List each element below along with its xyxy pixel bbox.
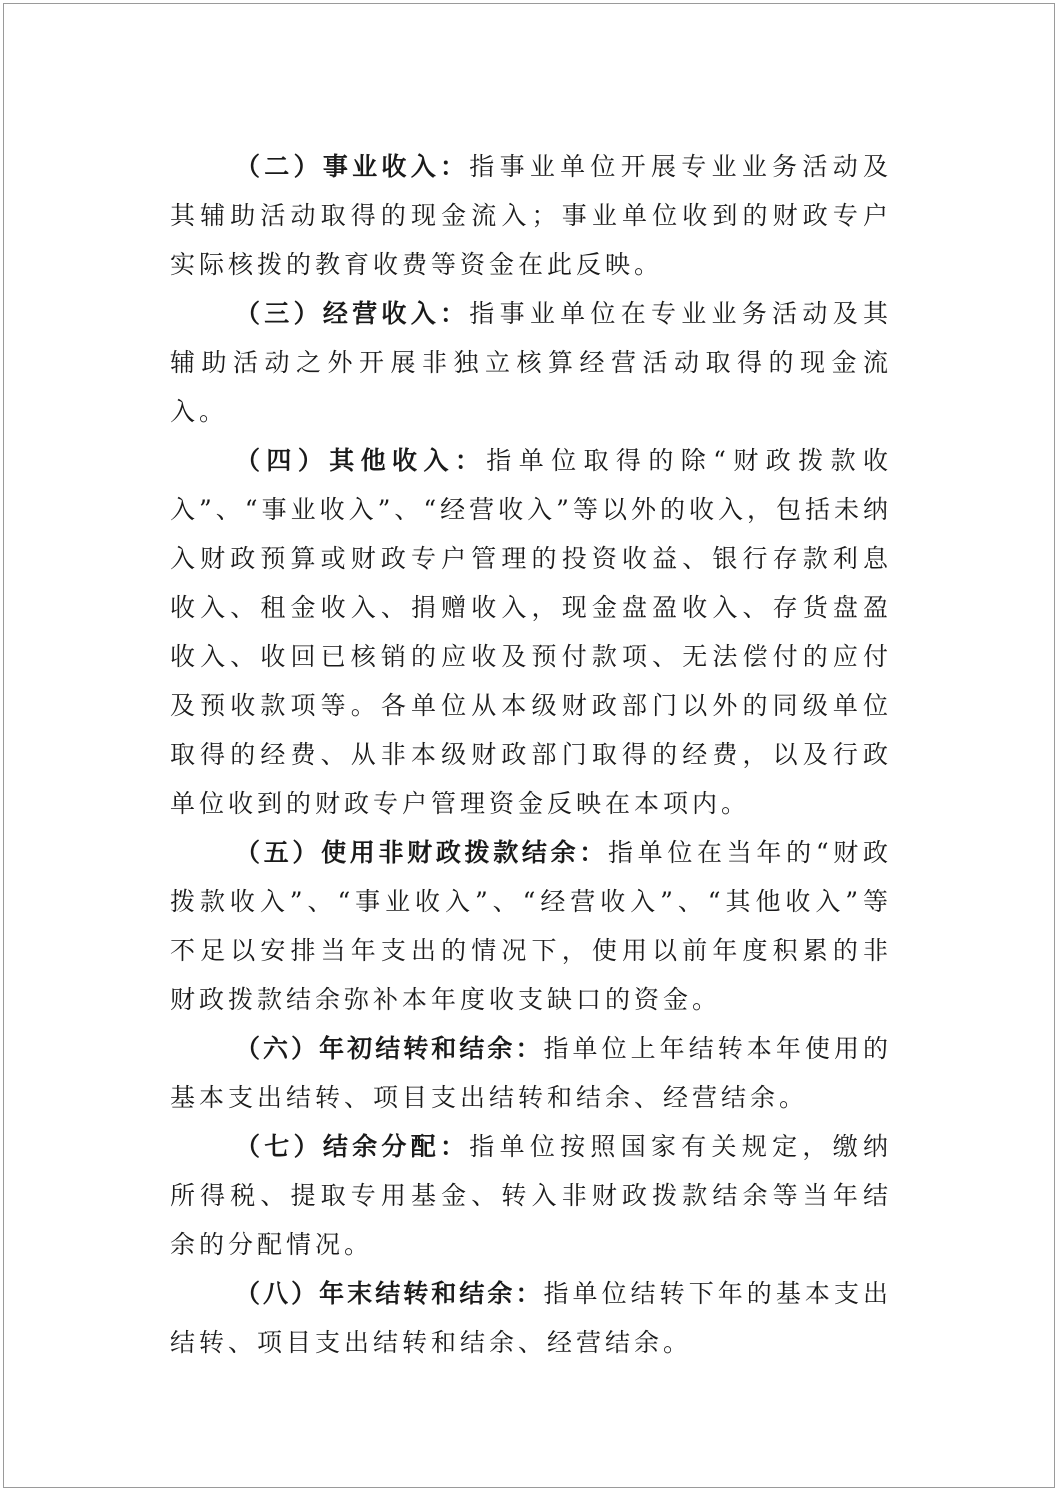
text-use-non-fiscal-balance: 指单位在当年的“财政拨款收入”、“事业收入”、“经营收入”、“其他收入”等不足以安排当年支出的情况下，使用以前年度积累的非财政拨款结余弥补本年度收支缺口的资金。 [170, 838, 892, 1014]
heading-operating-income: （三）经营收入： [235, 299, 470, 328]
text-business-income: 指事业单位开展专业业务活动及其辅助活动取得的现金流入；事业单位收到的财政专户实际核拨的教育收费等资金在此反映。 [170, 152, 892, 279]
text-opening-carryover: 指单位上年结转本年使用的基本支出结转、项目支出结转和结余、经营结余。 [170, 1034, 892, 1112]
paragraph-operating-income [170, 289, 892, 436]
paragraph-business-income [170, 142, 892, 289]
text-closing-carryover: 指单位结转下年的基本支出结转、项目支出结转和结余、经营结余。 [170, 1279, 892, 1357]
paragraph-other-income [170, 436, 892, 828]
heading-surplus-distribution: （七）结余分配： [235, 1132, 470, 1161]
heading-closing-carryover: （八）年末结转和结余： [235, 1279, 544, 1308]
paragraph-opening-carryover [170, 1024, 892, 1122]
paragraph-surplus-distribution [170, 1122, 892, 1269]
paragraph-use-non-fiscal-balance [170, 828, 892, 1024]
text-other-income: 指单位取得的除“财政拨款收入”、“事业收入”、“经营收入”等以外的收入，包括未纳入财政预算或财政专户管理的投资收益、银行存款利息收入、租金收入、捐赠收入，现金盘盈收入、存货盘盈收入、收回已核销的应收及预付款项、无法偿付的应付及预收款项等。各单位从本级财政部门以外的同级单位取得的经费、从非本级财政部门取得的经费，以及行政单位收到的财政专户管理资金反映在本项内。 [170, 446, 892, 818]
heading-opening-carryover: （六）年初结转和结余： [235, 1034, 544, 1063]
heading-use-non-fiscal-balance: （五）使用非财政拨款结余： [235, 838, 608, 867]
document-page [3, 3, 1055, 1488]
document-body [170, 142, 892, 1367]
text-surplus-distribution: 指单位按照国家有关规定，缴纳所得税、提取专用基金、转入非财政拨款结余等当年结余的分配情况。 [170, 1132, 892, 1259]
heading-other-income: （四）其他收入： [235, 446, 487, 475]
paragraph-closing-carryover [170, 1269, 892, 1367]
heading-business-income: （二）事业收入： [235, 152, 470, 181]
text-operating-income: 指事业单位在专业业务活动及其辅助活动之外开展非独立核算经营活动取得的现金流入。 [170, 299, 892, 426]
